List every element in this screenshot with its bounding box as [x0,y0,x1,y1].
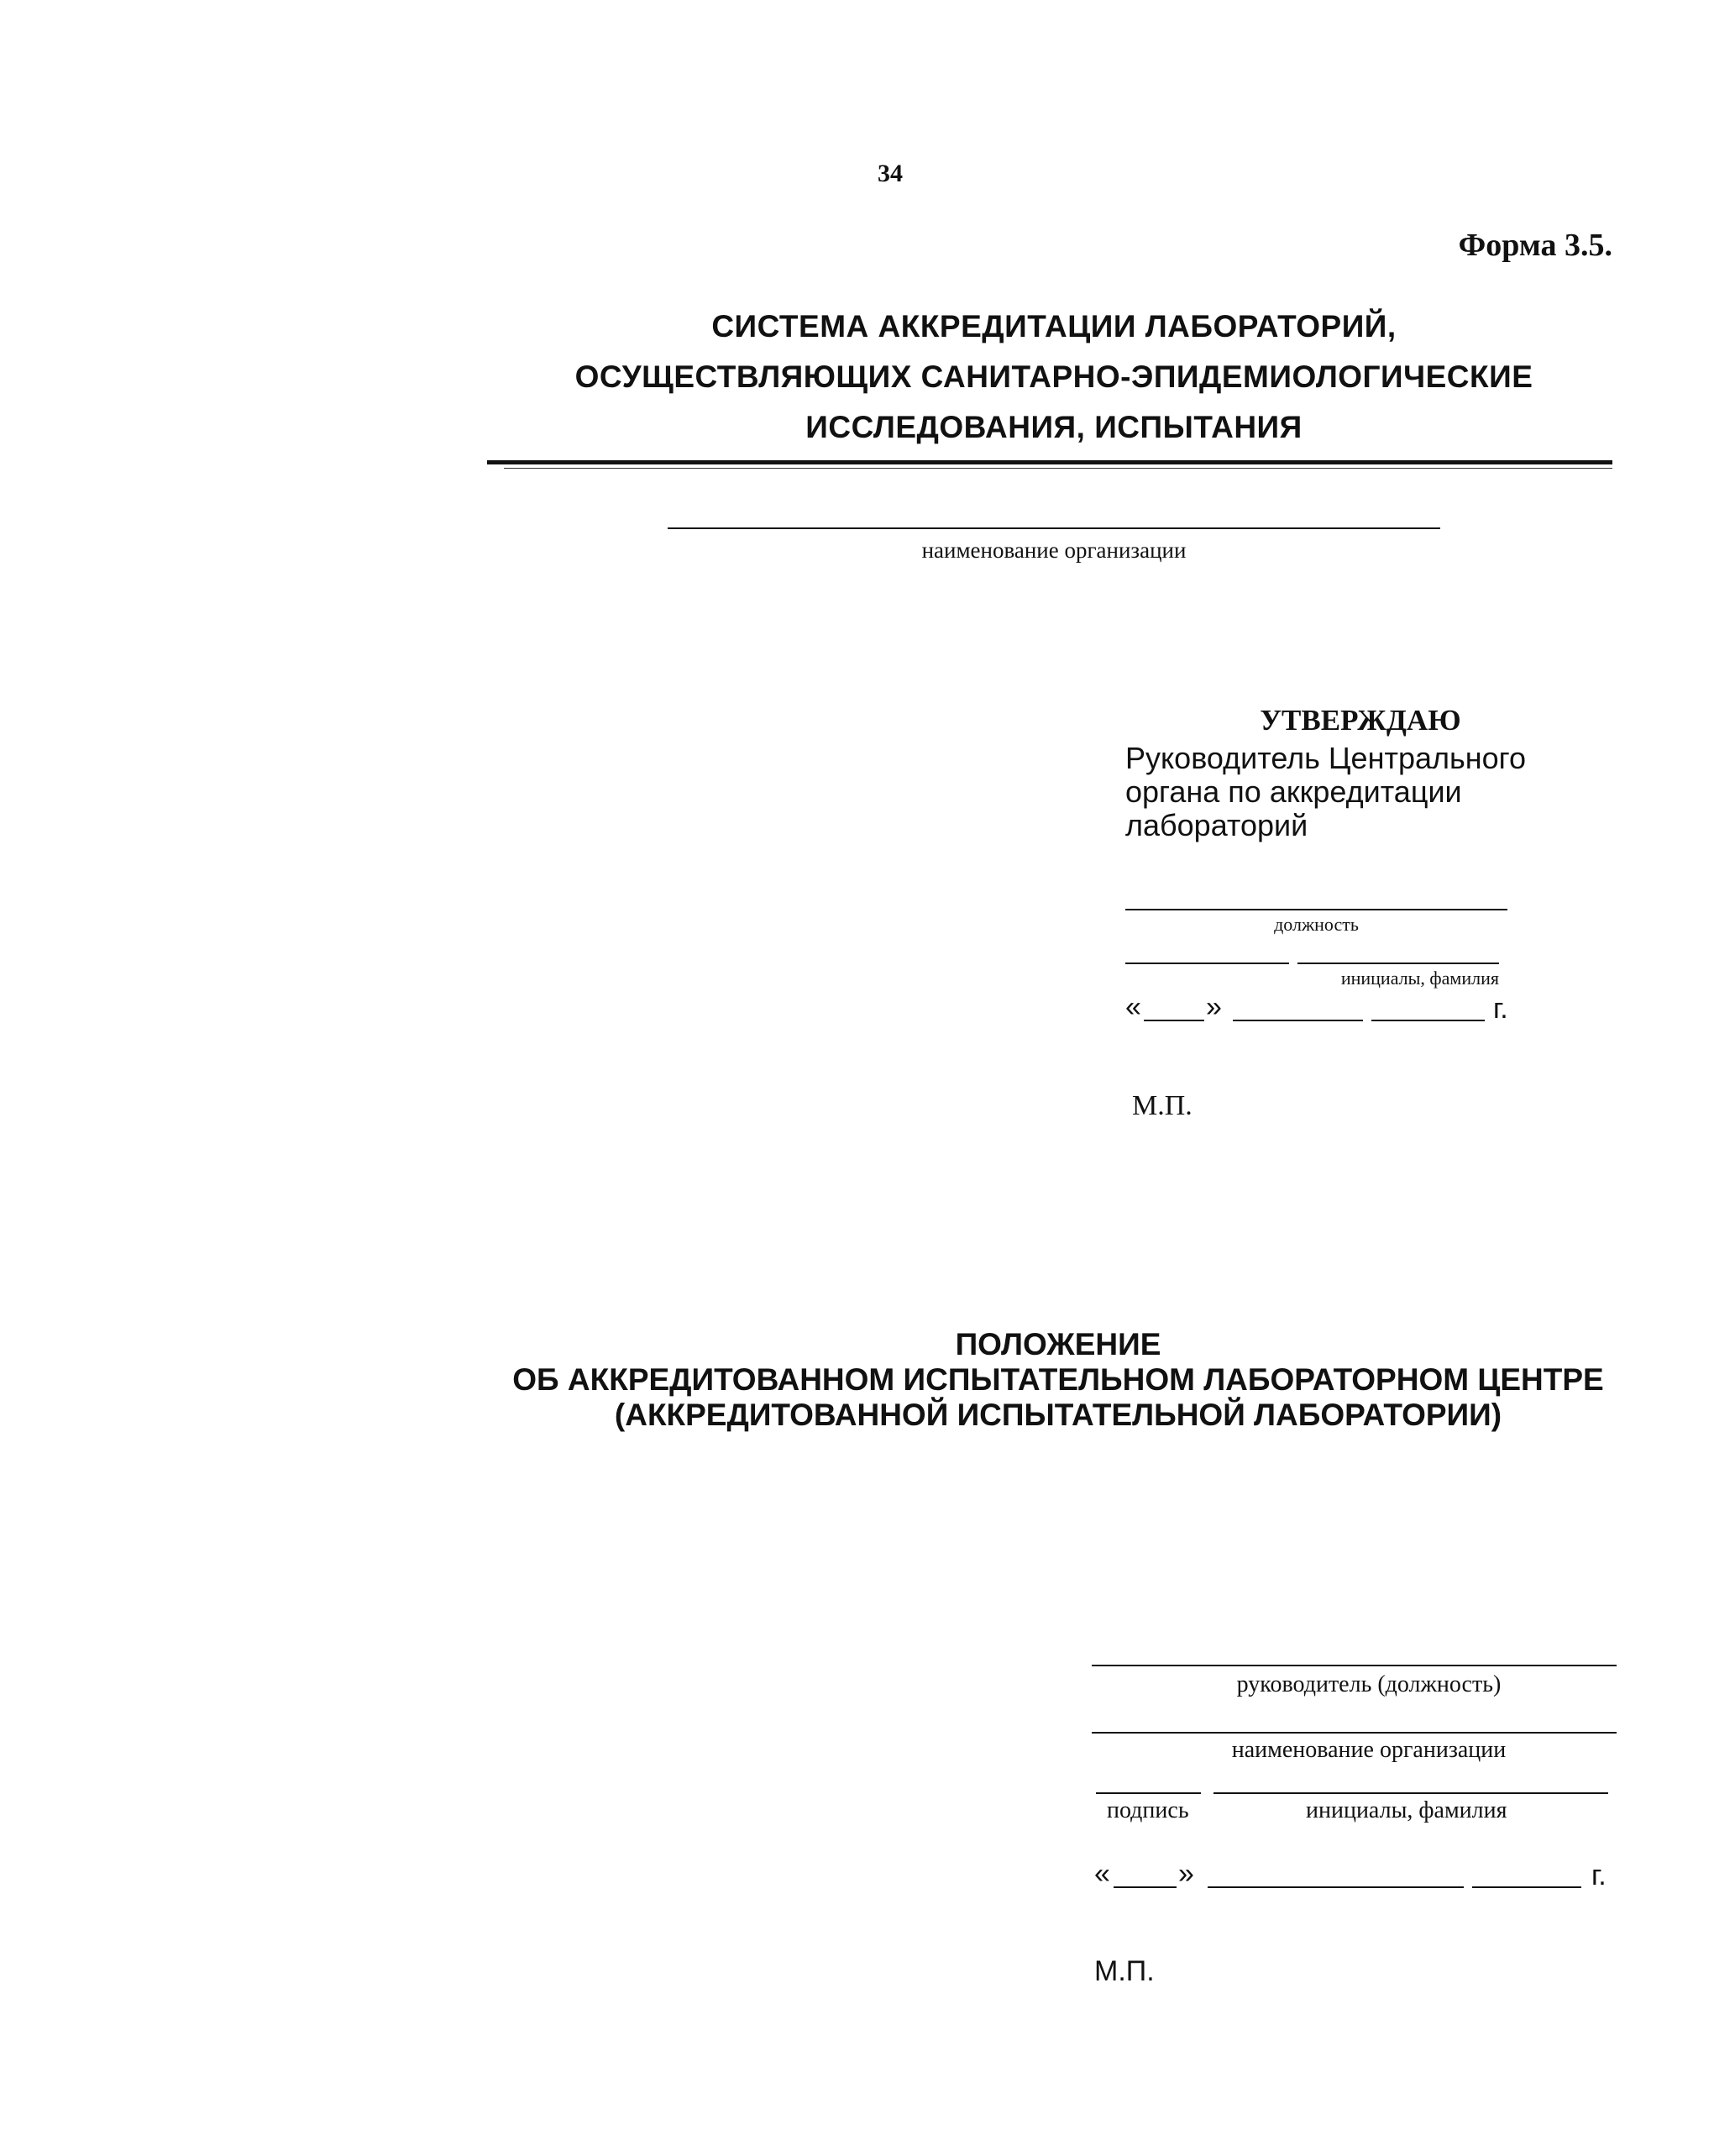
document-title-line3: (АККРЕДИТОВАННОЙ ИСПЫТАТЕЛЬНОЙ ЛАБОРАТОРИИ) [614,1398,1502,1432]
header-title-line1: СИСТЕМА АККРЕДИТАЦИИ ЛАБОРАТОРИЙ, [711,309,1397,344]
signatory-month-field[interactable] [1208,1886,1464,1888]
signatory-head-field[interactable] [1092,1665,1617,1666]
document-title-line1: ПОЛОЖЕНИЕ [955,1327,1161,1361]
approval-stamp-place: М.П. [1132,1090,1192,1121]
approval-name-caption: инициалы, фамилия [1340,968,1499,989]
signatory-head-caption: руководитель (должность) [1236,1671,1502,1697]
approval-quote-open: « [1125,991,1141,1023]
organization-name-caption: наименование организации [921,538,1187,563]
header-title-line3: ИССЛЕДОВАНИЯ, ИСПЫТАНИЯ [805,410,1303,444]
organization-name-field[interactable] [668,527,1440,529]
approval-role-line3: лабораторий [1125,808,1308,842]
page-number: 34 [878,160,903,187]
signatory-name-caption: инициалы, фамилия [1306,1797,1507,1823]
approval-month-field[interactable] [1233,1020,1363,1021]
approval-position-caption: должность [1274,914,1359,935]
approval-quote-close: » [1206,991,1222,1023]
signatory-name-field[interactable] [1213,1792,1608,1794]
header-title-line2: ОСУЩЕСТВЛЯЮЩИХ САНИТАРНО-ЭПИДЕМИОЛОГИЧЕСКИЕ [574,359,1533,394]
signatory-day-field[interactable] [1114,1886,1177,1888]
signatory-stamp-place: М.П. [1094,1955,1155,1987]
form-number: Форма 3.5. [1458,228,1612,263]
signatory-signature-caption: подпись [1107,1797,1189,1823]
signatory-organization-caption: наименование организации [1231,1737,1507,1763]
signatory-year-field[interactable] [1472,1886,1581,1888]
header-rule [487,460,1612,464]
approval-position-field[interactable] [1125,909,1507,910]
approval-title: УТВЕРЖДАЮ [1260,704,1461,737]
approval-year-suffix: г. [1493,993,1508,1025]
signatory-year-suffix: г. [1591,1860,1607,1891]
approval-name-field[interactable] [1297,963,1499,964]
approval-role-line2: органа по аккредитации [1125,774,1462,809]
approval-day-field[interactable] [1144,1020,1204,1021]
signatory-quote-open: « [1094,1858,1110,1890]
approval-signature-field[interactable] [1125,963,1289,964]
signatory-signature-field[interactable] [1096,1792,1201,1794]
approval-year-field[interactable] [1371,1020,1485,1021]
signatory-quote-close: » [1178,1858,1194,1890]
signatory-organization-field[interactable] [1092,1732,1617,1734]
document-title-line2: ОБ АККРЕДИТОВАННОМ ИСПЫТАТЕЛЬНОМ ЛАБОРАТОРНОМ ЦЕНТРЕ [512,1362,1604,1397]
header-rule-thin [504,468,1612,469]
approval-role-line1: Руководитель Центрального [1125,741,1527,775]
